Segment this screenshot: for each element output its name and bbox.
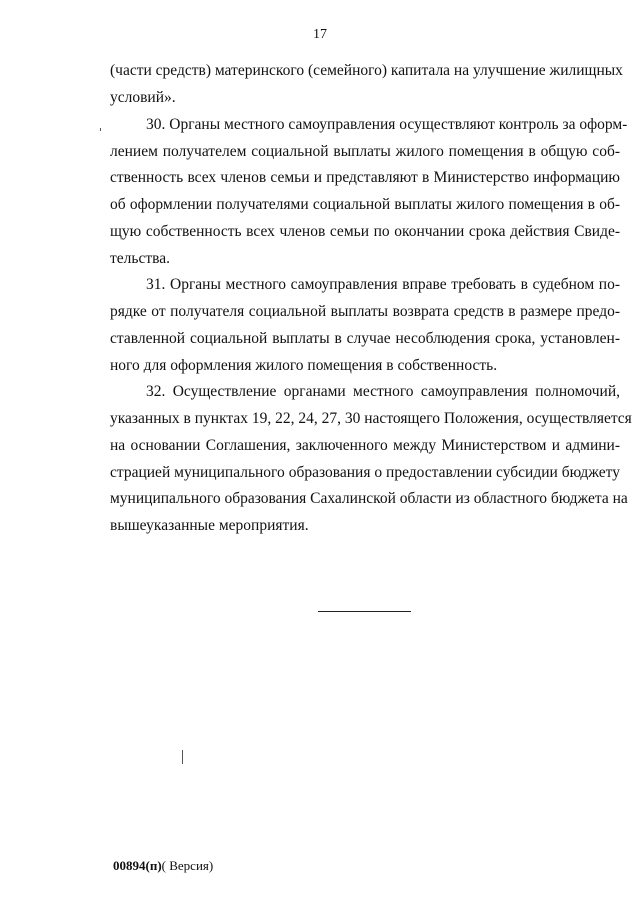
text-line: условий».: [110, 89, 176, 106]
text-line: ного для оформления жилого помещения в собственность.: [110, 357, 498, 374]
text-line: муниципального образования Сахалинской области из областного бюджета на: [110, 490, 628, 507]
text-line: страцией муниципального образования о предоставлении субсидии бюджету: [110, 464, 620, 481]
document-version: ( Версия): [161, 858, 214, 873]
text-line: ственность всех членов семьи и представляют в Министерство информацию: [110, 169, 620, 186]
page-number: 17: [313, 27, 327, 42]
text-line: на основании Соглашения, заключенного между Министерством и админи-: [110, 437, 620, 454]
paragraph-30-first-line: 30. Органы местного самоуправления осуществляют контроль за оформ-: [146, 116, 628, 133]
text-line: ставленной социальной выплаты в случае несоблюдения срока, установлен-: [110, 330, 620, 347]
paragraph-32-first-line: 32. Осуществление органами местного самоуправления полномочий,: [146, 383, 620, 400]
scan-speck: [100, 128, 101, 131]
text-line: указанных в пунктах 19, 22, 24, 27, 30 настоящего Положения, осуществляется: [110, 410, 632, 427]
separator-line: [318, 611, 411, 612]
text-line: вышеуказанные мероприятия.: [110, 517, 309, 534]
text-line: (части средств) материнского (семейного) капитала на улучшение жилищных: [110, 62, 623, 79]
paragraph-31-first-line: 31. Органы местного самоуправления вправе требовать в судебном по-: [146, 276, 620, 293]
text-line: лением получателем социальной выплаты жилого помещения в общую соб-: [110, 143, 620, 160]
text-line: тельства.: [110, 250, 170, 267]
scan-speck: [182, 750, 183, 764]
text-line: об оформлении получателями социальной выплаты жилого помещения в об-: [110, 196, 620, 213]
text-line: щую собственность всех членов семьи по окончании срока действия Свиде-: [110, 223, 620, 240]
document-code-number: 00894(п): [113, 858, 162, 873]
text-line: рядке от получателя социальной выплаты возврата средств в размере предо-: [110, 303, 620, 320]
document-code: [113, 858, 213, 874]
